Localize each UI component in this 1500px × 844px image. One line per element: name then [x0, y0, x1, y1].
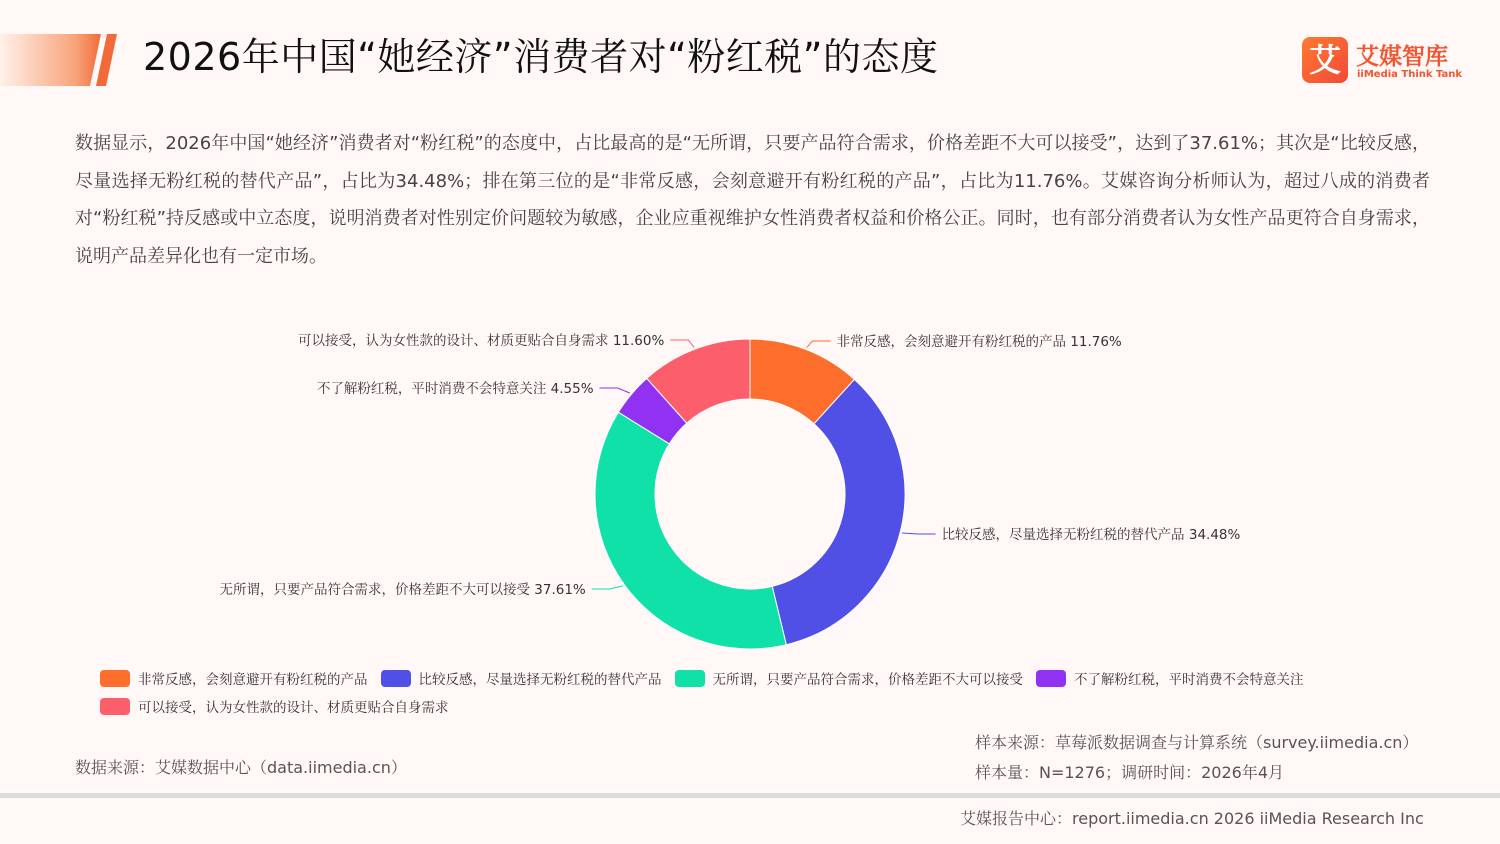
- legend-label: 不了解粉红税，平时消费不会特意关注: [1074, 672, 1304, 688]
- slice-label: 无所谓，只要产品符合需求，价格差距不大可以接受 37.61%: [219, 582, 586, 598]
- donut-slice: [595, 412, 786, 649]
- iimedia-logo: [1302, 37, 1462, 85]
- slice-label: 可以接受，认为女性款的设计、材质更贴合自身需求 11.60%: [298, 333, 665, 349]
- legend-label: 可以接受，认为女性款的设计、材质更贴合自身需求: [138, 700, 449, 716]
- report-center: 艾媒报告中心：report.iimedia.cn 2026 iiMedia Research Inc: [960, 809, 1424, 828]
- legend-swatch: [675, 670, 705, 687]
- logo-mark: 艾: [1302, 37, 1348, 83]
- slice-label: 比较反感，尽量选择无粉红税的替代产品 34.48%: [941, 527, 1241, 543]
- data-source: 数据来源：艾媒数据中心（data.iimedia.cn）: [75, 758, 407, 777]
- leader-line: [902, 533, 935, 534]
- donut-slice: [772, 379, 905, 644]
- leader-line: [670, 340, 694, 347]
- description-text: 数据显示，2026年中国“她经济”消费者对“粉红税”的态度中，占比最高的是“无所谓，只要产品符合需求，价格差距不大可以接受”，达到了37.61%；其次是“比较反感，尽量选择无粉红税的替代产品”，占比为34.48%；排在第三位的是“非常反感，会刻意避开有粉红税的产品”，占比为11.76%。艾媒咨询分析师认为，超过八成的消费者对“粉红税”持反感或中立态度，说明消费者对性别定价问题较为敏感，企业应重视维护女性消费者权益和价格公正。同时，也有部分消费者认为女性产品更符合自身需求，说明产品差异化也有一定市场。: [75, 133, 1430, 267]
- chart-legend: [100, 664, 1430, 720]
- footer-divider: [0, 793, 1500, 798]
- logo-text-en: iiMedia Think Tank: [1357, 69, 1463, 80]
- legend-label: 比较反感，尽量选择无粉红税的替代产品: [418, 672, 662, 688]
- title-accent-bar: [0, 34, 118, 86]
- slice-label: 不了解粉红税，平时消费不会特意关注 4.55%: [316, 381, 594, 397]
- leader-line: [592, 586, 623, 589]
- sample-size: 样本量：N=1276；调研时间：2026年4月: [975, 763, 1284, 782]
- legend-label: 无所谓，只要产品符合需求，价格差距不大可以接受: [712, 672, 1023, 688]
- legend-item: [675, 664, 1024, 692]
- legend-swatch: [381, 670, 411, 687]
- legend-item: [1036, 664, 1304, 692]
- logo-text-cn: 艾媒智库: [1356, 44, 1448, 70]
- legend-label: 非常反感，会刻意避开有粉红税的产品: [138, 672, 368, 688]
- legend-swatch: [1036, 670, 1066, 687]
- legend-item: [381, 664, 662, 692]
- legend-swatch: [100, 670, 130, 687]
- slice-label: 非常反感，会刻意避开有粉红税的产品 11.76%: [836, 334, 1122, 350]
- donut-chart: [0, 300, 1500, 660]
- legend-item: [100, 664, 368, 692]
- leader-line: [600, 388, 630, 393]
- legend-item: [100, 692, 449, 720]
- sample-source: 样本来源：草莓派数据调查与计算系统（survey.iimedia.cn）: [975, 733, 1419, 752]
- leader-line: [807, 341, 831, 348]
- page-title: 2026年中国“她经济”消费者对“粉红税”的态度: [143, 35, 939, 79]
- legend-swatch: [100, 698, 130, 715]
